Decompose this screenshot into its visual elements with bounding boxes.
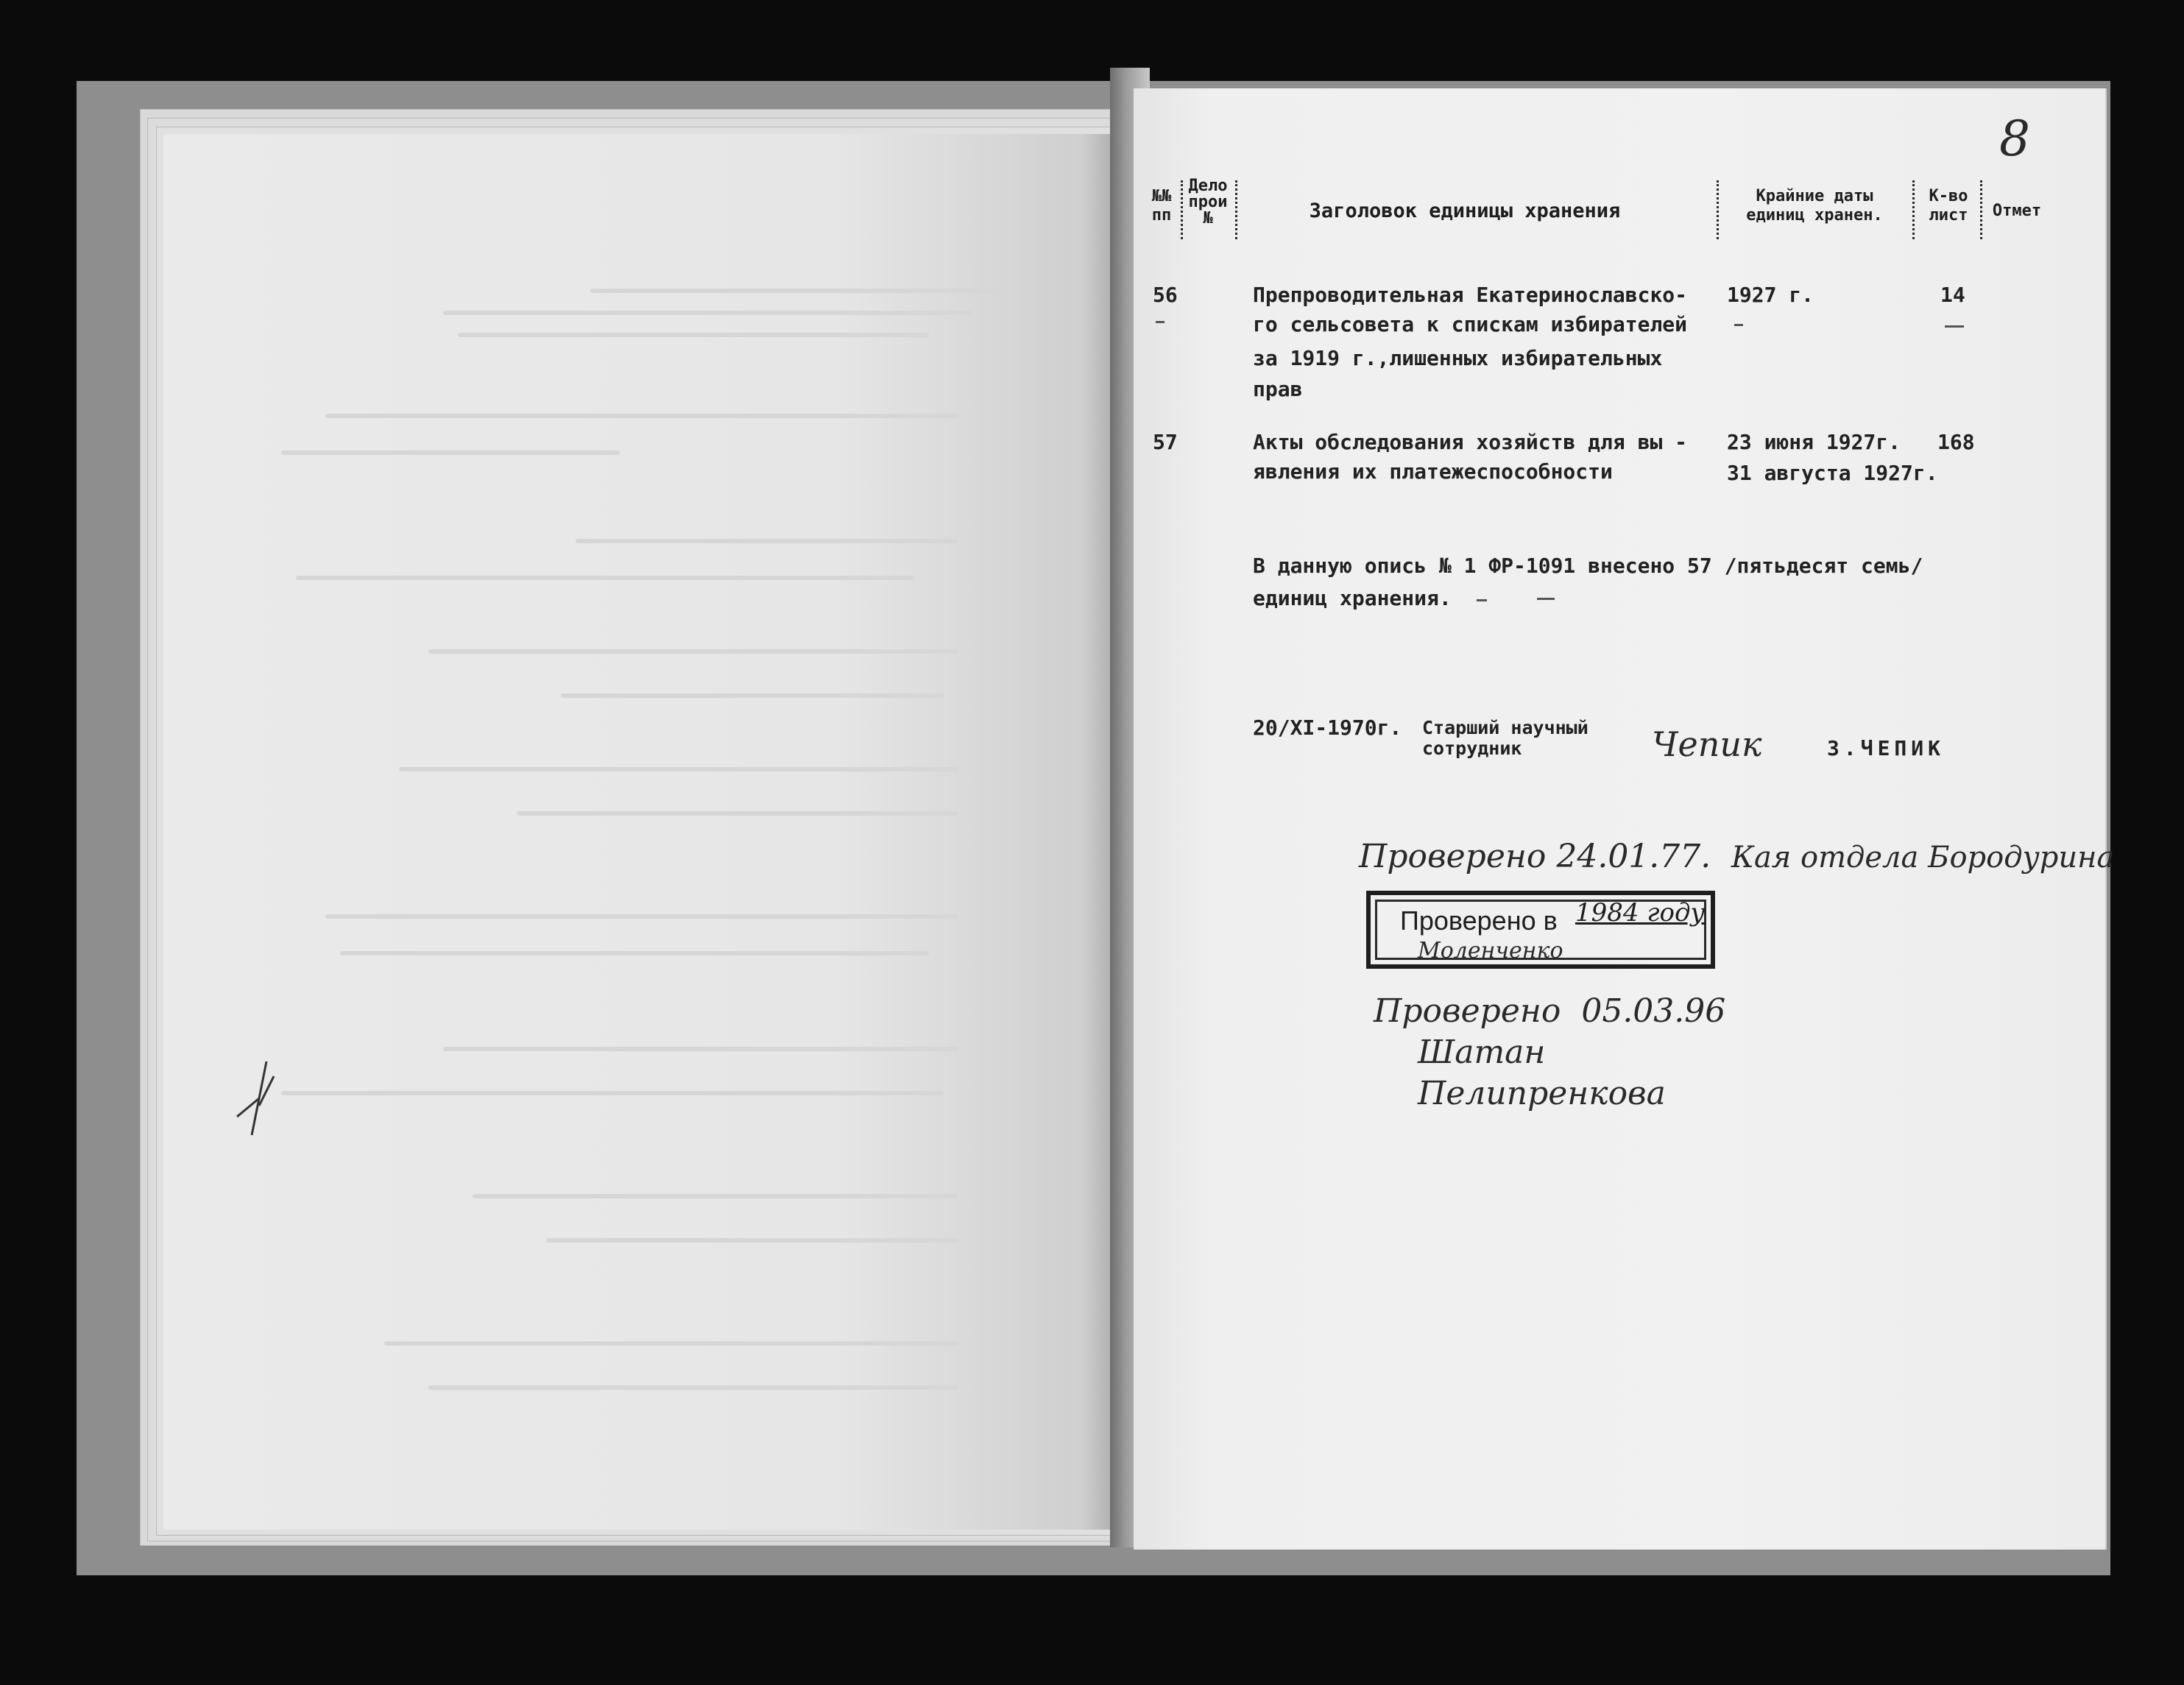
page-number: 8 [1999, 110, 2030, 167]
row-title-line: го сельсовета к спискам избирателей [1253, 312, 1688, 336]
check-note: Проверено 24.01.77. [1359, 838, 1711, 875]
row-number: 57 [1153, 430, 1178, 454]
check-note: Проверено 05.03.96 [1374, 992, 1726, 1030]
stamp-signature: Моленченко [1418, 938, 1563, 964]
check-note: Шатан [1418, 1034, 1546, 1071]
row-dates-line: 1927 г. [1727, 283, 1814, 307]
row-dates-line: 23 июня 1927г. [1727, 430, 1901, 454]
column-separator [1181, 180, 1183, 239]
bleed-through-line [590, 289, 1003, 293]
column-separator [1235, 180, 1237, 239]
bleed-through-line [517, 811, 958, 816]
bleed-through-line [546, 414, 958, 418]
signature-position: Старший научный [1422, 717, 1588, 738]
column-separator [1980, 180, 1982, 239]
header-number: №№ пп [1151, 187, 1172, 225]
check-note-author: Кая отдела Бородурина [1731, 841, 2115, 875]
bleed-through-line [296, 576, 914, 580]
ditto-mark [1945, 325, 1964, 328]
bleed-through-line [399, 767, 958, 771]
signature-position: сотрудник [1422, 738, 1522, 759]
row-title-line: явления их платежеспособности [1253, 459, 1613, 484]
stamp-year: 1984 году [1575, 898, 1706, 928]
row-title-line: прав [1253, 377, 1303, 401]
bleed-through-line [561, 693, 944, 698]
bleed-through-line [443, 311, 973, 315]
row-count: 168 [1937, 430, 1975, 454]
bleed-through-line [443, 1047, 958, 1051]
pencil-mark [222, 1047, 340, 1165]
bleed-through-line [281, 451, 620, 455]
left-page [163, 134, 1120, 1530]
check-note: Пелипренкова [1418, 1075, 1666, 1112]
bleed-through-line [546, 1238, 958, 1243]
row-number: 56 [1153, 283, 1178, 307]
signature-date: 20/XI-1970г. [1253, 716, 1402, 740]
row-count: 14 [1940, 283, 1965, 307]
ditto-mark [1477, 599, 1487, 601]
row-title-line: Акты обследования хозяйств для вы - [1253, 430, 1688, 454]
column-separator [1717, 180, 1719, 239]
bleed-through-line [340, 951, 929, 955]
header-note: Отмет [1992, 202, 2042, 220]
ditto-mark [1537, 598, 1555, 600]
verification-stamp [1366, 891, 1715, 969]
bleed-through-line [428, 649, 958, 654]
bleed-through-line [473, 1194, 958, 1198]
header-dates: Крайние даты единиц хранен. [1746, 187, 1883, 225]
bleed-through-line [384, 1341, 958, 1346]
ditto-mark [1156, 321, 1165, 323]
summary-line: В данную опись № 1 ФР-1091 внесено 57 /пятьдесят семь/ [1253, 554, 1923, 578]
bleed-through-line [281, 1091, 944, 1095]
header-delo: Дело прои № [1188, 177, 1228, 227]
bleed-through-line [458, 333, 929, 337]
row-dates-line: 31 августа 1927г. [1727, 461, 1938, 485]
signatory-name: З.ЧЕПИК [1827, 736, 1946, 760]
ditto-mark [1734, 324, 1743, 326]
row-title-line: за 1919 г.,лишенных избирательных [1253, 346, 1663, 370]
row-title-line: Препроводительная Екатеринославско- [1253, 283, 1688, 307]
column-separator [1912, 180, 1915, 239]
handwritten-signature: Чепик [1652, 724, 1762, 764]
bleed-through-line [576, 539, 958, 543]
header-title: Заголовок единицы хранения [1309, 199, 1621, 222]
bleed-through-line [325, 414, 561, 418]
stamp-text: Проверено в [1400, 905, 1558, 936]
summary-line: единиц хранения. [1253, 586, 1452, 610]
bleed-through-line [428, 1385, 958, 1390]
bleed-through-line [325, 914, 958, 919]
header-count: К-во лист [1929, 187, 1968, 225]
